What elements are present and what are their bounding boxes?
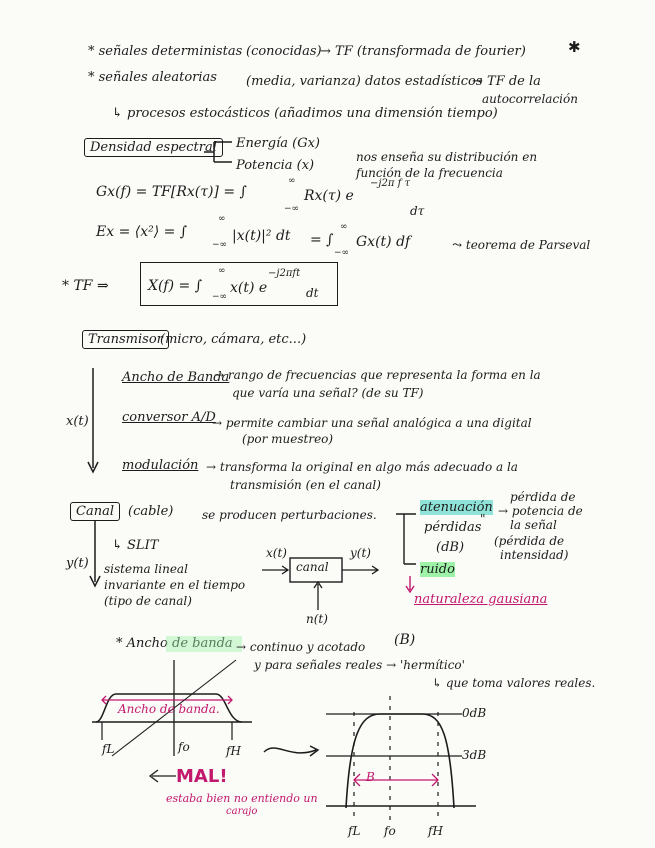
formula-gx-body: Rx(τ) e bbox=[304, 188, 354, 204]
bullet-random-stats: (media, varianza) datos estadísticos bbox=[246, 74, 483, 89]
bw-b-label: B bbox=[366, 770, 375, 784]
tf-body: x(t) e bbox=[230, 280, 268, 296]
tf-upper: ∞ bbox=[218, 266, 226, 276]
bullet-stochastic: ↳ procesos estocásticos (añadimos una dimensión tiempo) bbox=[112, 106, 498, 121]
channel-loss-desc-2: intensidad) bbox=[500, 548, 569, 562]
bw-title: * Ancho de banda bbox=[116, 636, 233, 651]
transition-arrow bbox=[262, 738, 322, 762]
bw-desc-1: → continuo y acotado bbox=[236, 640, 366, 654]
channel-noise-desc: naturaleza gausiana bbox=[414, 592, 548, 607]
tf-label: * TF ⇒ bbox=[62, 278, 109, 294]
transmitter-adc: conversor A/D bbox=[122, 410, 216, 425]
formula-gx-upper: ∞ bbox=[288, 176, 296, 186]
density-note-2: función de la frecuencia bbox=[356, 166, 503, 180]
block-channel: canal bbox=[296, 560, 329, 574]
channel-yt: y(t) bbox=[66, 556, 89, 571]
bullet-random-tf: → TF de la bbox=[472, 74, 541, 89]
channel-slit-desc-1: sistema lineal bbox=[104, 562, 188, 576]
channel-noise: ruido bbox=[420, 562, 455, 577]
bw-scribble: MAL! bbox=[176, 766, 228, 787]
channel-losses-mark: " bbox=[480, 512, 486, 526]
bullet-random-autocorr: autocorrelación bbox=[482, 92, 578, 106]
density-energy: Energía (Gx) bbox=[236, 136, 320, 151]
channel-att-desc-1: pérdida de bbox=[510, 490, 576, 504]
transmitter-xt: x(t) bbox=[66, 414, 89, 429]
bw-3db: 3dB bbox=[462, 748, 487, 762]
channel-slit-desc-3: (tipo de canal) bbox=[104, 594, 192, 608]
scribble-arrow bbox=[148, 766, 178, 786]
formula-ex-upper-2: ∞ bbox=[340, 222, 348, 232]
channel-losses: pérdidas bbox=[424, 520, 482, 535]
channel-desc: se producen perturbaciones. bbox=[202, 508, 377, 522]
block-noise-label: n(t) bbox=[306, 612, 328, 626]
transmitter-adc-desc-1: → permite cambiar una señal analógica a una digital bbox=[212, 416, 532, 430]
transmitter-bw-desc-2: que varía una señal? (de su TF) bbox=[232, 386, 424, 400]
block-input-label: x(t) bbox=[266, 546, 287, 560]
formula-ex: Ex = ⟨x²⟩ = ∫ bbox=[96, 224, 188, 240]
bullet-random: * señales aleatorias bbox=[88, 70, 217, 85]
bw-scribble-note-2: carajo bbox=[226, 806, 258, 817]
star-mark: ✱ bbox=[568, 38, 581, 56]
formula-ex-body: |x(t)|² dt bbox=[232, 228, 291, 244]
channel-arrow bbox=[88, 520, 102, 590]
transmitter-bw-desc-1: → rango de frecuencias que representa la forma en la bbox=[214, 368, 541, 382]
transmitter-arrow bbox=[86, 368, 100, 478]
transmitter-examples: (micro, cámara, etc...) bbox=[160, 332, 307, 347]
transmitter-bw: Ancho de Banda bbox=[122, 370, 230, 385]
tf-exp: −j2πft bbox=[268, 268, 301, 279]
density-note-1: nos enseña su distribución en bbox=[356, 150, 538, 164]
tf-dt: dt bbox=[306, 286, 319, 300]
transmitter-mod-desc-1: → transforma la original en algo más adecuado a la bbox=[206, 460, 518, 474]
channel-branch bbox=[396, 506, 420, 572]
bw-fo: fo bbox=[178, 740, 190, 754]
formula-gx-lower: −∞ bbox=[284, 204, 300, 214]
tf-formula: X(f) = ∫ bbox=[148, 278, 202, 294]
bullet-deterministic-tf: → TF (transformada de fourier) bbox=[320, 44, 526, 59]
transmitter-mod-desc-2: transmisión (en el canal) bbox=[230, 478, 381, 492]
bw-fh: fH bbox=[226, 744, 241, 758]
formula-gx-dtau: dτ bbox=[410, 204, 425, 218]
density-power: Potencia (x) bbox=[236, 158, 315, 173]
bw-desc-3: ↳ que toma valores reales. bbox=[432, 676, 596, 690]
formula-ex-gx: Gx(t) df bbox=[356, 234, 411, 250]
tf-lower: −∞ bbox=[212, 292, 228, 302]
transmitter-adc-desc-2: (por muestreo) bbox=[242, 432, 334, 446]
bullet-deterministic-known: (conocidas) bbox=[246, 44, 322, 59]
channel-loss-desc-1: (pérdida de bbox=[494, 534, 565, 548]
bullet-deterministic: * señales deterministas bbox=[88, 44, 243, 59]
channel-attenuation: atenuación bbox=[420, 500, 493, 515]
formula-ex-eq: = ∫ bbox=[310, 232, 334, 248]
bw-fl: fL bbox=[102, 742, 115, 756]
transmitter-mod: modulación bbox=[122, 458, 199, 473]
channel-slit-desc-2: invariante en el tiempo bbox=[104, 578, 246, 592]
channel-cable: (cable) bbox=[128, 504, 174, 519]
formula-gx-exp: −j2π f τ bbox=[370, 178, 411, 189]
transmitter-title: Transmisor bbox=[82, 330, 169, 349]
bw-highlight bbox=[166, 636, 242, 652]
bw-fl-2: fL bbox=[348, 824, 361, 838]
bw-fo-2: fo bbox=[384, 824, 396, 838]
bw-scribble-note-1: estaba bien no entiendo un bbox=[166, 792, 318, 805]
channel-att-desc-2: → potencia de bbox=[498, 504, 583, 518]
channel-title: Canal bbox=[70, 502, 120, 521]
channel-slit: ↳ SLIT bbox=[112, 538, 159, 553]
density-title: Densidad espectral bbox=[84, 138, 223, 157]
bw-desc-2: y para señales reales → 'hermítico' bbox=[254, 658, 465, 672]
formula-gx: Gx(f) = TF[Rx(τ)] = ∫ bbox=[96, 184, 247, 200]
bw-0db: 0dB bbox=[462, 706, 487, 720]
channel-db: (dB) bbox=[436, 540, 465, 555]
bw-desc-1-b: (B) bbox=[394, 632, 416, 648]
formula-ex-lower-2: −∞ bbox=[334, 248, 350, 258]
formula-ex-upper: ∞ bbox=[218, 214, 226, 224]
block-output-label: y(t) bbox=[350, 546, 371, 560]
formula-ex-lower: −∞ bbox=[212, 240, 228, 250]
parseval-note: ⤳ teorema de Parseval bbox=[452, 238, 591, 252]
bw-plot-label: Ancho de banda. bbox=[118, 702, 220, 716]
density-branch bbox=[204, 136, 236, 170]
bw-fh-2: fH bbox=[428, 824, 443, 838]
channel-att-desc-3: la señal bbox=[510, 518, 557, 532]
bw-plot-right bbox=[326, 696, 476, 820]
